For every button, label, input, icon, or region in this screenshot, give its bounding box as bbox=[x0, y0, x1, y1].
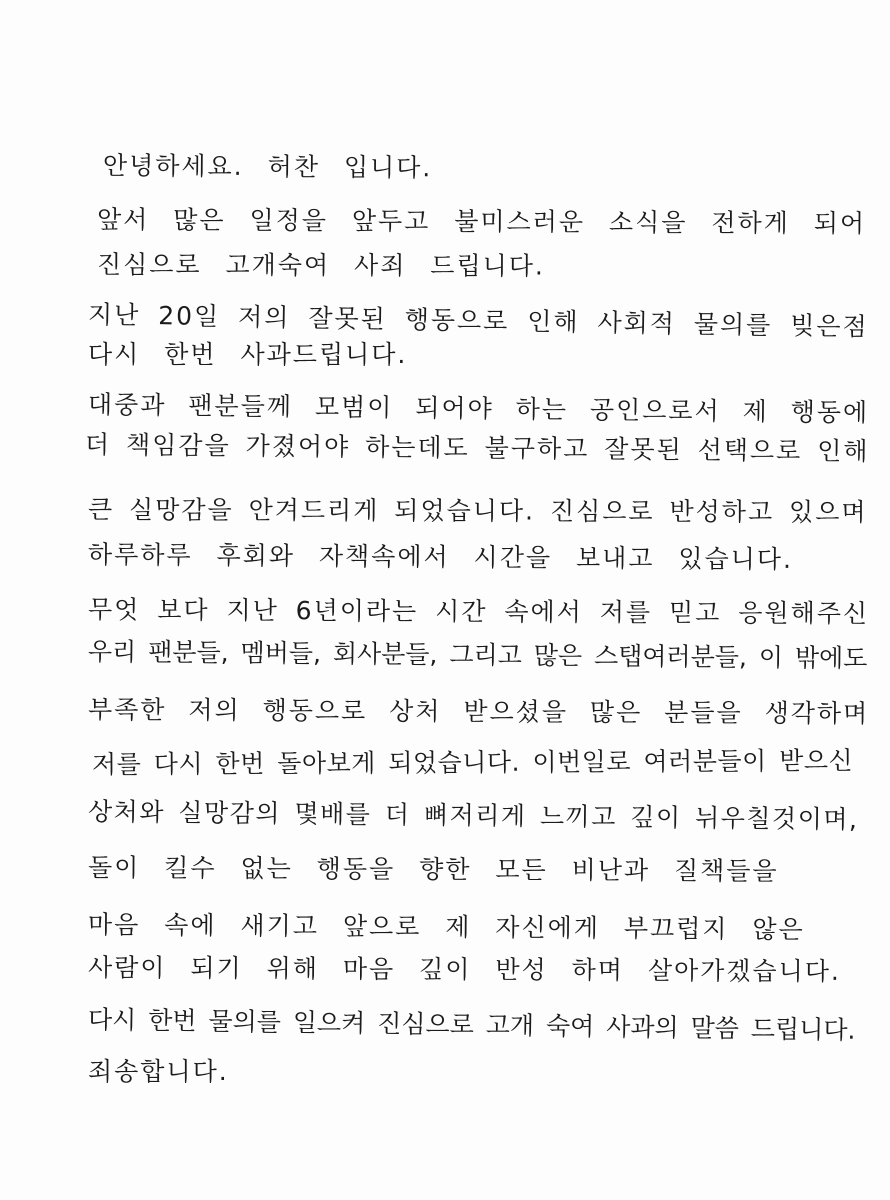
letter-line: 우리 팬분들, 멤버들, 회사분들, 그리고 많은 스탭여러분들, 이 밖에도 bbox=[87, 637, 868, 673]
letter-line: 안녕하세요. 허찬 입니다. bbox=[102, 151, 433, 183]
letter-line: 진심으로 고개숙여 사죄 드립니다. bbox=[96, 250, 545, 281]
letter-line: 다시 한번 물의를 일으켜 진심으로 고개 숙여 사과의 말씀 드립니다. bbox=[87, 1005, 856, 1045]
letter-line: 사람이 되기 위해 마음 깊이 반성 하며 살아가겠습니다. bbox=[87, 953, 841, 986]
letter-line: 더 책임감을 가졌어야 하는데도 불구하고 잘못된 선택으로 인해 bbox=[84, 430, 870, 466]
letter-line: 부족한 저의 행동으로 상처 받으셨을 많은 분들을 생각하며 bbox=[87, 695, 870, 729]
letter-line: 마음 속에 새기고 앞으로 제 자신에게 부끄럽지 않은 bbox=[87, 910, 805, 945]
letter-line: 대중과 팬분들께 모범이 되어야 하는 공인으로서 제 행동에 bbox=[87, 390, 870, 428]
letter-line: 상처와 실망감의 몇배를 더 뼈저리게 느끼고 깊이 뉘우칠것이며, bbox=[87, 797, 859, 835]
letter-closing: 죄송합니다. bbox=[88, 1057, 229, 1086]
letter-line: 다시 한번 사과드립니다. bbox=[88, 340, 408, 369]
letter-line: 돌이 킬수 없는 행동을 향한 모든 비난과 질책들을 bbox=[87, 853, 779, 886]
letter-line: 무엇 보다 지난 6년이라는 시간 속에서 저를 믿고 응원해주신 bbox=[87, 595, 870, 629]
letter-line: 지난 20일 저의 잘못된 행동으로 인해 사회적 물의를 빚은점 bbox=[87, 300, 869, 342]
letter-line: 하루하루 후회와 자책속에서 시간을 보내고 있습니다. bbox=[87, 540, 794, 574]
letter-line: 앞서 많은 일정을 앞두고 불미스러운 소식을 전하게 되어 bbox=[96, 205, 867, 239]
letter-line: 큰 실망감을 안겨드리게 되었습니다. 진심으로 반성하고 있으며 bbox=[87, 495, 868, 527]
letter-line: 저를 다시 한번 돌아보게 되었습니다. 이번일로 여러분들이 받으신 bbox=[91, 746, 854, 779]
